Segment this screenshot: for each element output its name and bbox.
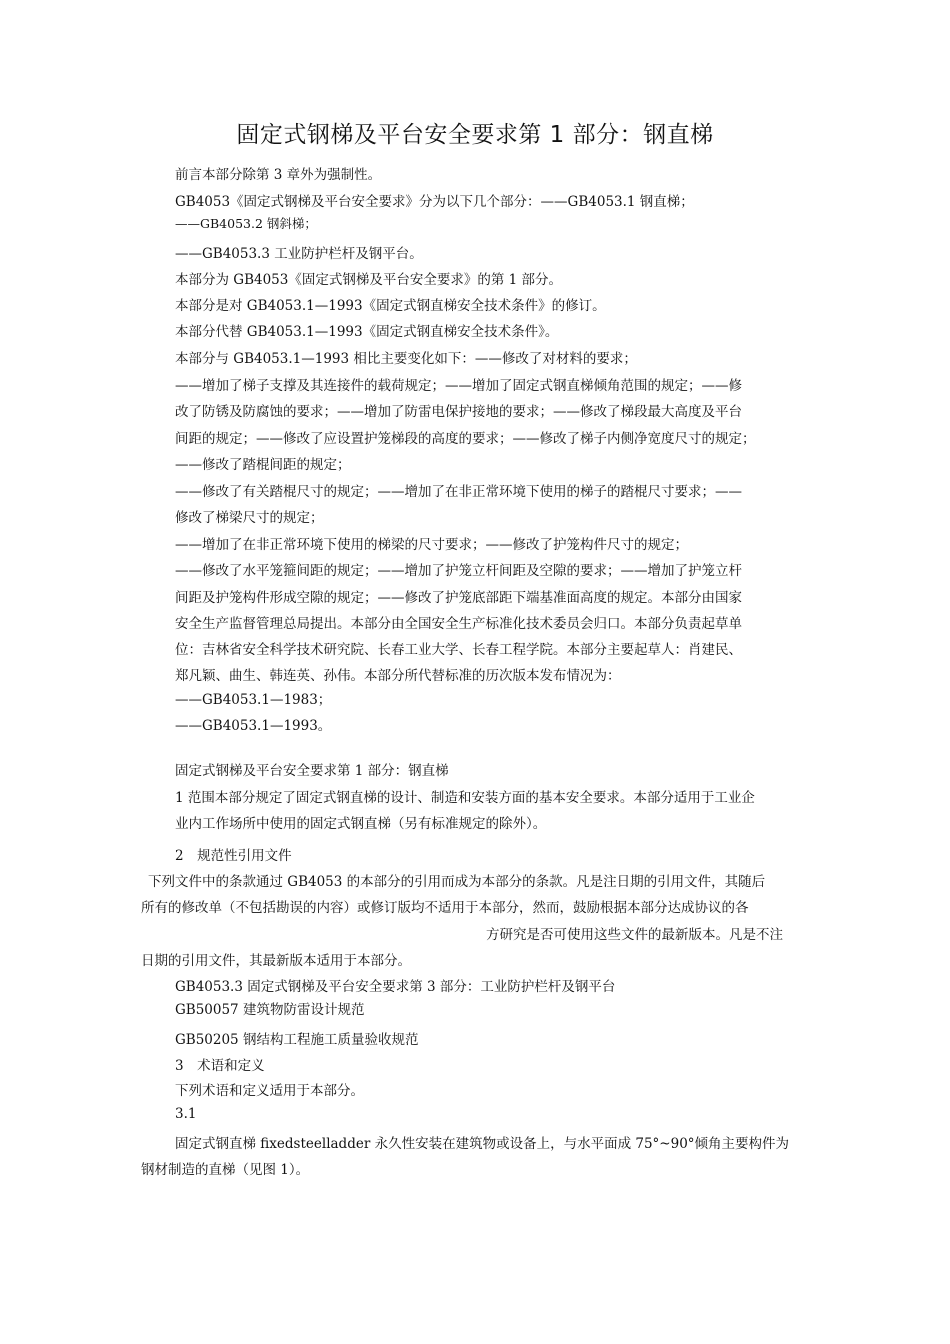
reference-item: GB4053.3 固定式钢梯及平台安全要求第 3 部分：工业防护栏杆及钢平台 — [175, 979, 616, 995]
text-line: 本部分为 GB4053《固定式钢梯及平台安全要求》的第 1 部分。 — [175, 272, 563, 288]
text-line: 本部分代替 GB4053.1—1993《固定式钢直梯安全技术条件》。 — [175, 324, 559, 340]
text-line: ——修改了踏棍间距的规定； — [175, 457, 351, 473]
text-line: 本部分与 GB4053.1—1993 相比主要变化如下：——修改了对材料的要求； — [175, 351, 637, 367]
text-line: GB4053《固定式钢梯及平台安全要求》分为以下几个部分：——GB4053.1 钢直梯； — [175, 194, 694, 210]
text-line: 钢材制造的直梯（见图 1）。 — [141, 1162, 310, 1178]
text-line: ——GB4053.1—1993。 — [175, 718, 332, 734]
text-line: ——GB4053.3 工业防护栏杆及钢平台。 — [175, 246, 423, 262]
text-line: 间距的规定；——修改了应设置护笼梯段的高度的要求；——修改了梯子内侧净宽度尺寸的规定； — [175, 431, 756, 447]
reference-item: GB50057 建筑物防雷设计规范 — [175, 1002, 365, 1018]
clause-number: 3.1 — [175, 1106, 197, 1122]
reference-item: GB50205 钢结构工程施工质量验收规范 — [175, 1032, 419, 1048]
text-line: ——修改了有关踏棍尺寸的规定；——增加了在非正常环境下使用的梯子的踏棍尺寸要求；—— — [175, 484, 742, 500]
text-line: ——修改了水平笼箍间距的规定；——增加了护笼立杆间距及空隙的要求；——增加了护笼立杆 — [175, 563, 742, 579]
text-line: 方研究是否可使用这些文件的最新版本。凡是不注 — [486, 927, 783, 943]
text-line: 改了防锈及防腐蚀的要求；——增加了防雷电保护接地的要求；——修改了梯段最大高度及平台 — [175, 404, 742, 420]
text-line: 郑凡颖、曲生、韩连英、孙伟。本部分所代替标准的历次版本发布情况为： — [175, 668, 621, 684]
text-line: 修改了梯梁尺寸的规定； — [175, 510, 324, 526]
text-line: 所有的修改单（不包括勘误的内容）或修订版均不适用于本部分，然而，鼓励根据本部分达成协议的各 — [141, 900, 749, 916]
text-line: 下列文件中的条款通过 GB4053 的本部分的引用而成为本部分的条款。凡是注日期的引用文件，其随后 — [148, 874, 766, 890]
text-line: 业内工作场所中使用的固定式钢直梯（另有标准规定的除外）。 — [175, 816, 547, 832]
text-line: 位：吉林省安全科学技术研究院、长春工业大学、长春工程学院。本部分主要起草人：肖建民、 — [175, 642, 742, 658]
text-line: 1 范围本部分规定了固定式钢直梯的设计、制造和安装方面的基本安全要求。本部分适用于工业企 — [175, 790, 755, 806]
text-line: 间距及护笼构件形成空隙的规定；——修改了护笼底部距下端基准面高度的规定。本部分由国家 — [175, 590, 742, 606]
text-line: ——GB4053.2 钢斜梯； — [175, 216, 317, 231]
section-heading: 2 规范性引用文件 — [175, 848, 292, 864]
text-line: 下列术语和定义适用于本部分。 — [175, 1083, 364, 1099]
section-heading: 固定式钢梯及平台安全要求第 1 部分：钢直梯 — [175, 763, 449, 779]
text-line: ——增加了梯子支撑及其连接件的载荷规定；——增加了固定式钢直梯倾角范围的规定；——修 — [175, 378, 742, 394]
document-title: 固定式钢梯及平台安全要求第 1 部分：钢直梯 — [236, 122, 714, 148]
text-line: ——增加了在非正常环境下使用的梯梁的尺寸要求；——修改了护笼构件尺寸的规定； — [175, 537, 688, 553]
text-line: 本部分是对 GB4053.1—1993《固定式钢直梯安全技术条件》的修订。 — [175, 298, 606, 314]
text-line: 前言本部分除第 3 章外为强制性。 — [175, 167, 382, 183]
text-line: ——GB4053.1—1983； — [175, 692, 332, 708]
text-line: 日期的引用文件，其最新版本适用于本部分。 — [141, 953, 411, 969]
section-heading: 3 术语和定义 — [175, 1058, 265, 1074]
text-line: 固定式钢直梯 fixedsteelladder 永久性安装在建筑物或设备上，与水平面成 75°~90°倾角主要构件为 — [175, 1136, 790, 1152]
text-line: 安全生产监督管理总局提出。本部分由全国安全生产标准化技术委员会归口。本部分负责起草单 — [175, 616, 742, 632]
